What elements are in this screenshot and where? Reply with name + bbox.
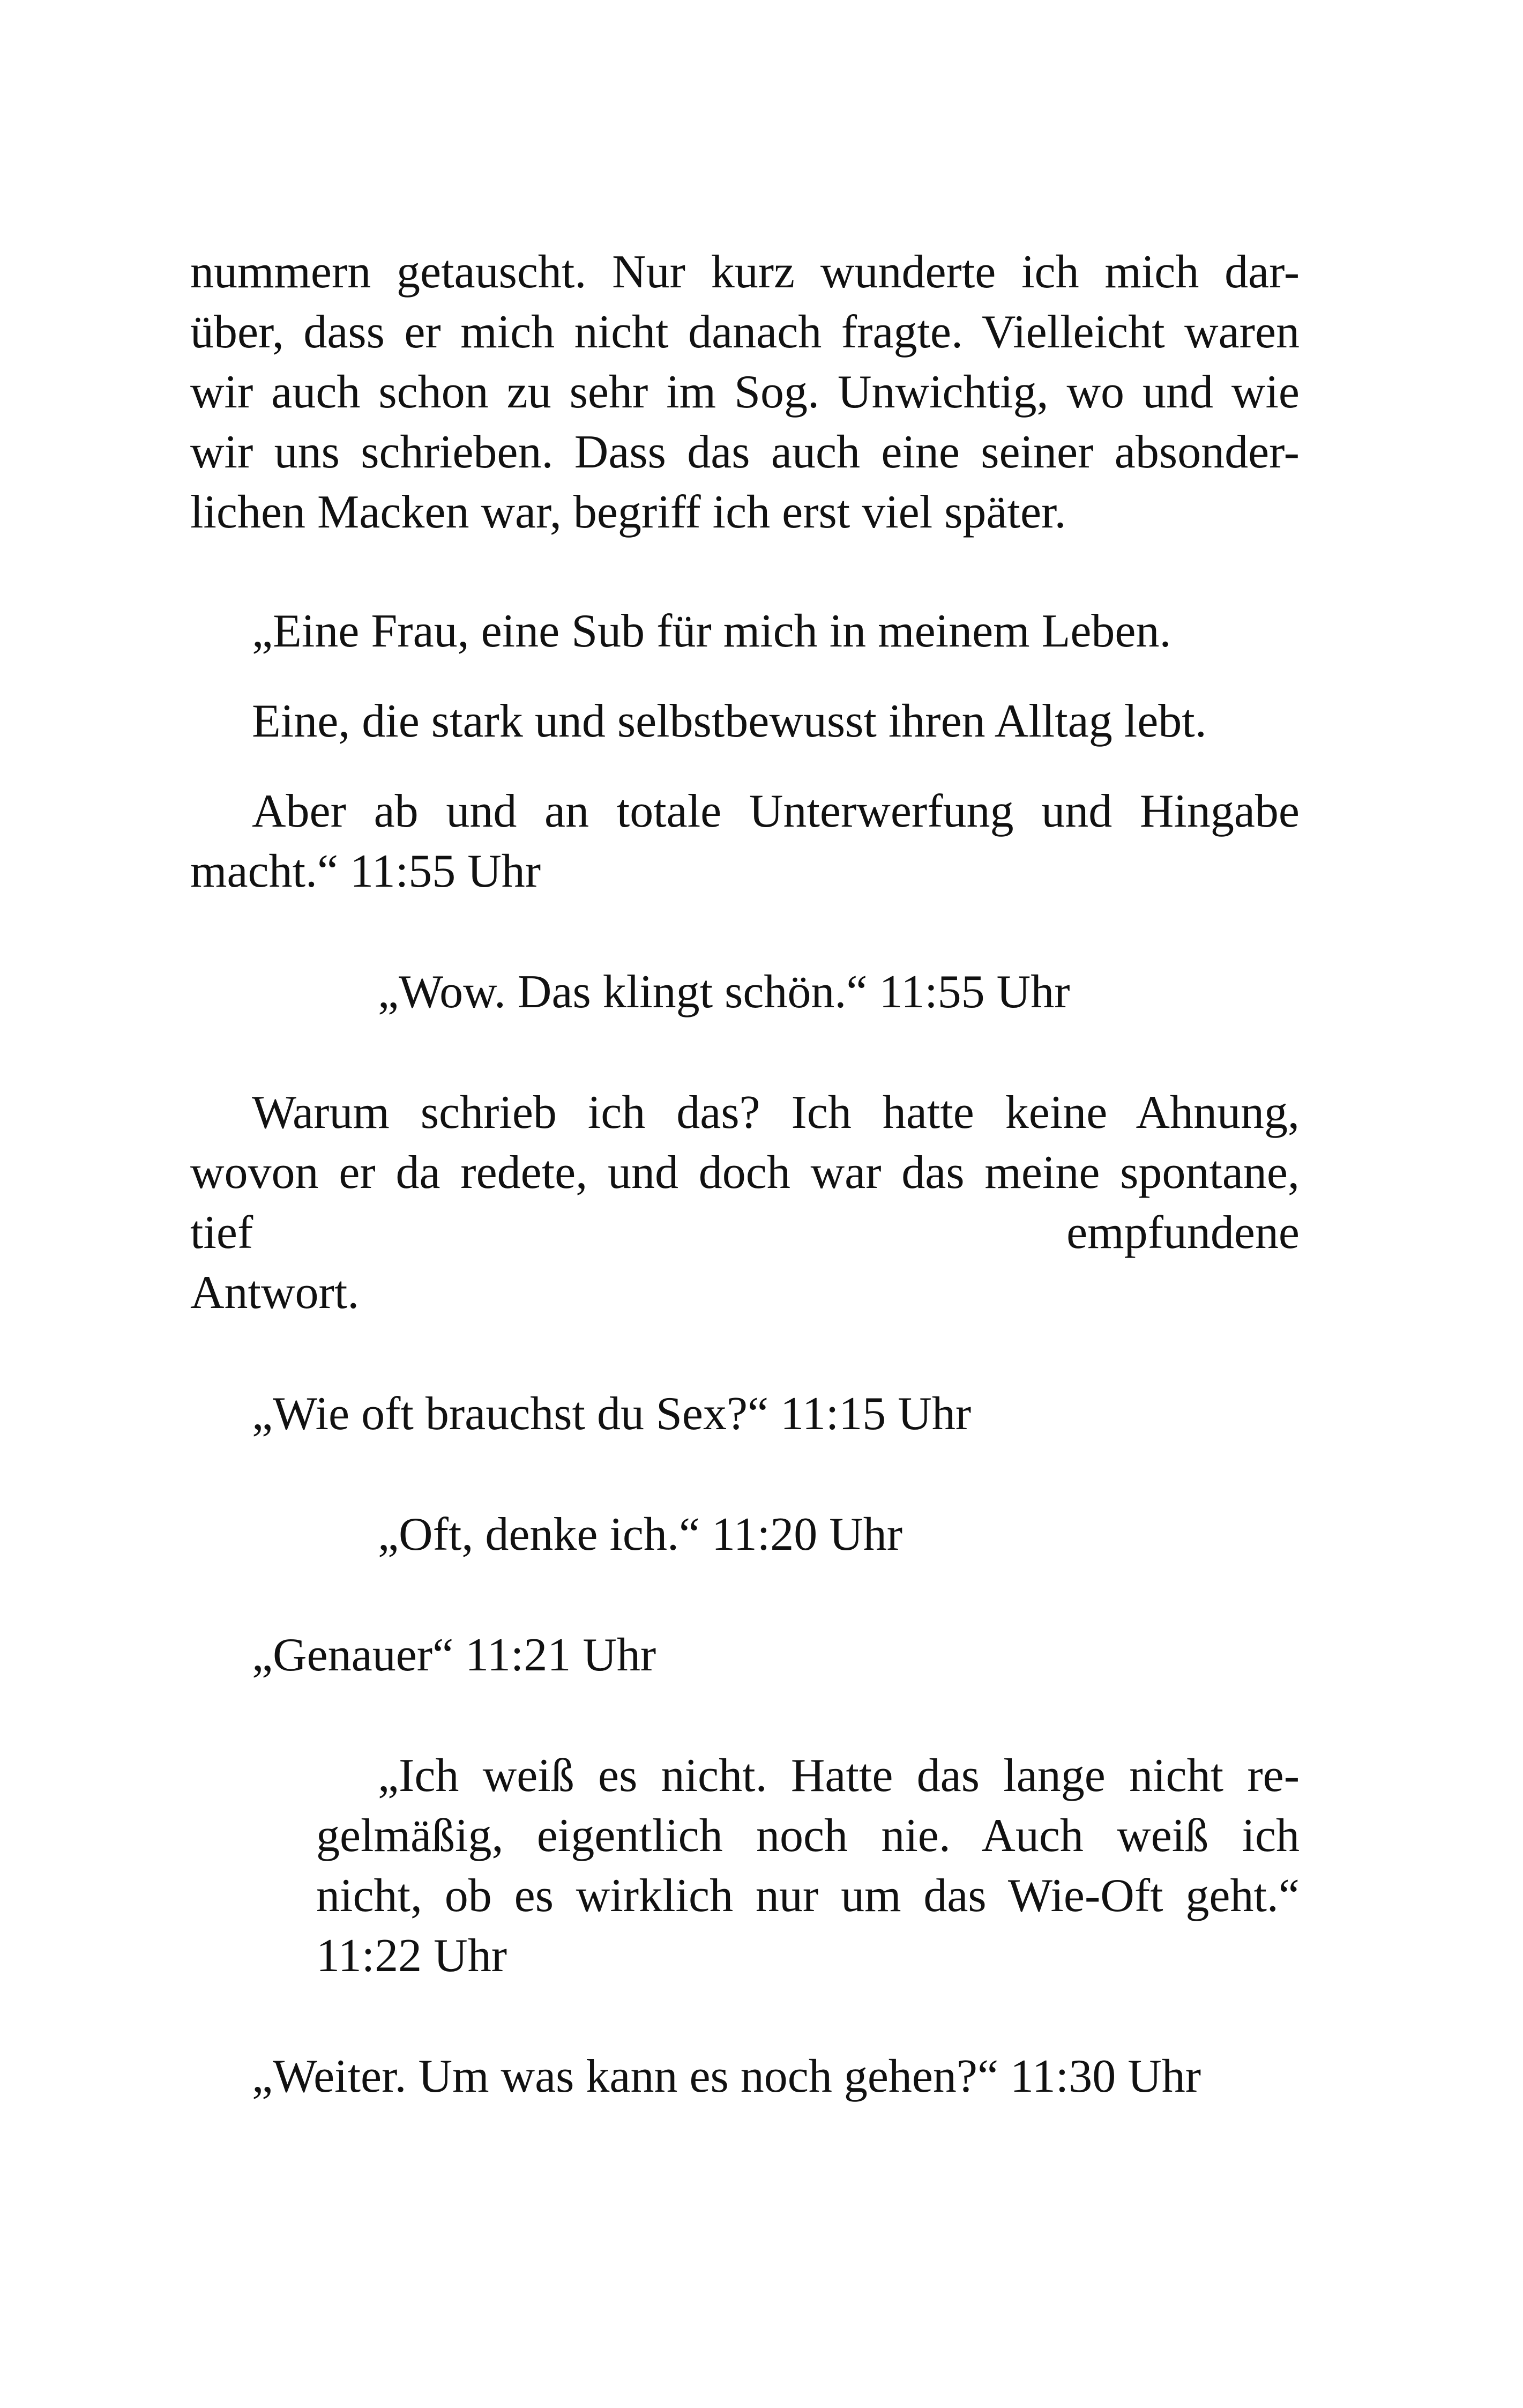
message-line: „Eine Frau, eine Sub für mich in meinem Leben. [252, 605, 1171, 657]
message-line: „Weiter. Um was kann es noch gehen?“ 11:30 Uhr [252, 2050, 1201, 2102]
message-line: „Wie oft brauchst du Sex?“ 11:15 Uhr [252, 1388, 972, 1440]
text-line: über, dass er mich nicht danach fragte. Vielleicht waren [190, 306, 1300, 358]
text-line: wir uns schrieben. Dass das auch eine seiner absonder- [190, 426, 1300, 478]
message-line: „Genauer“ 11:21 Uhr [252, 1629, 656, 1681]
text-line: empfundene [1066, 1207, 1300, 1259]
reply-line: „Wow. Das klingt schön.“ 11:55 Uhr [378, 966, 1070, 1018]
text-line: wir auch schon zu sehr im Sog. Unwichtig, wo und wie [190, 366, 1300, 418]
reply-line: 11:22 Uhr [316, 1930, 507, 1982]
reply-line: gelmäßig, eigentlich noch nie. Auch weiß ich [316, 1810, 1300, 1862]
message-line: Aber ab und an totale Unterwerfung und Hingabe [252, 785, 1300, 837]
text-line: Antwort. [190, 1267, 360, 1319]
text-line: Warum schrieb ich das? Ich hatte keine Ahnung, [252, 1087, 1300, 1139]
reply-line: nicht, ob es wirklich nur um das Wie-Oft geht.“ [316, 1870, 1300, 1922]
text-line: tief [190, 1207, 253, 1259]
message-line: macht.“ 11:55 Uhr [190, 845, 541, 897]
text-line: nummern getauscht. Nur kurz wunderte ich mich dar- [190, 246, 1300, 298]
reply-line: „Ich weiß es nicht. Hatte das lange nicht re- [378, 1750, 1300, 1802]
text-line: wovon er da redete, und doch war das meine spontane, [190, 1147, 1300, 1199]
text-line: lichen Macken war, begriff ich erst viel später. [190, 486, 1066, 538]
reply-line: „Oft, denke ich.“ 11:20 Uhr [378, 1508, 903, 1560]
message-line: Eine, die stark und selbstbewusst ihren Alltag lebt. [252, 695, 1207, 747]
